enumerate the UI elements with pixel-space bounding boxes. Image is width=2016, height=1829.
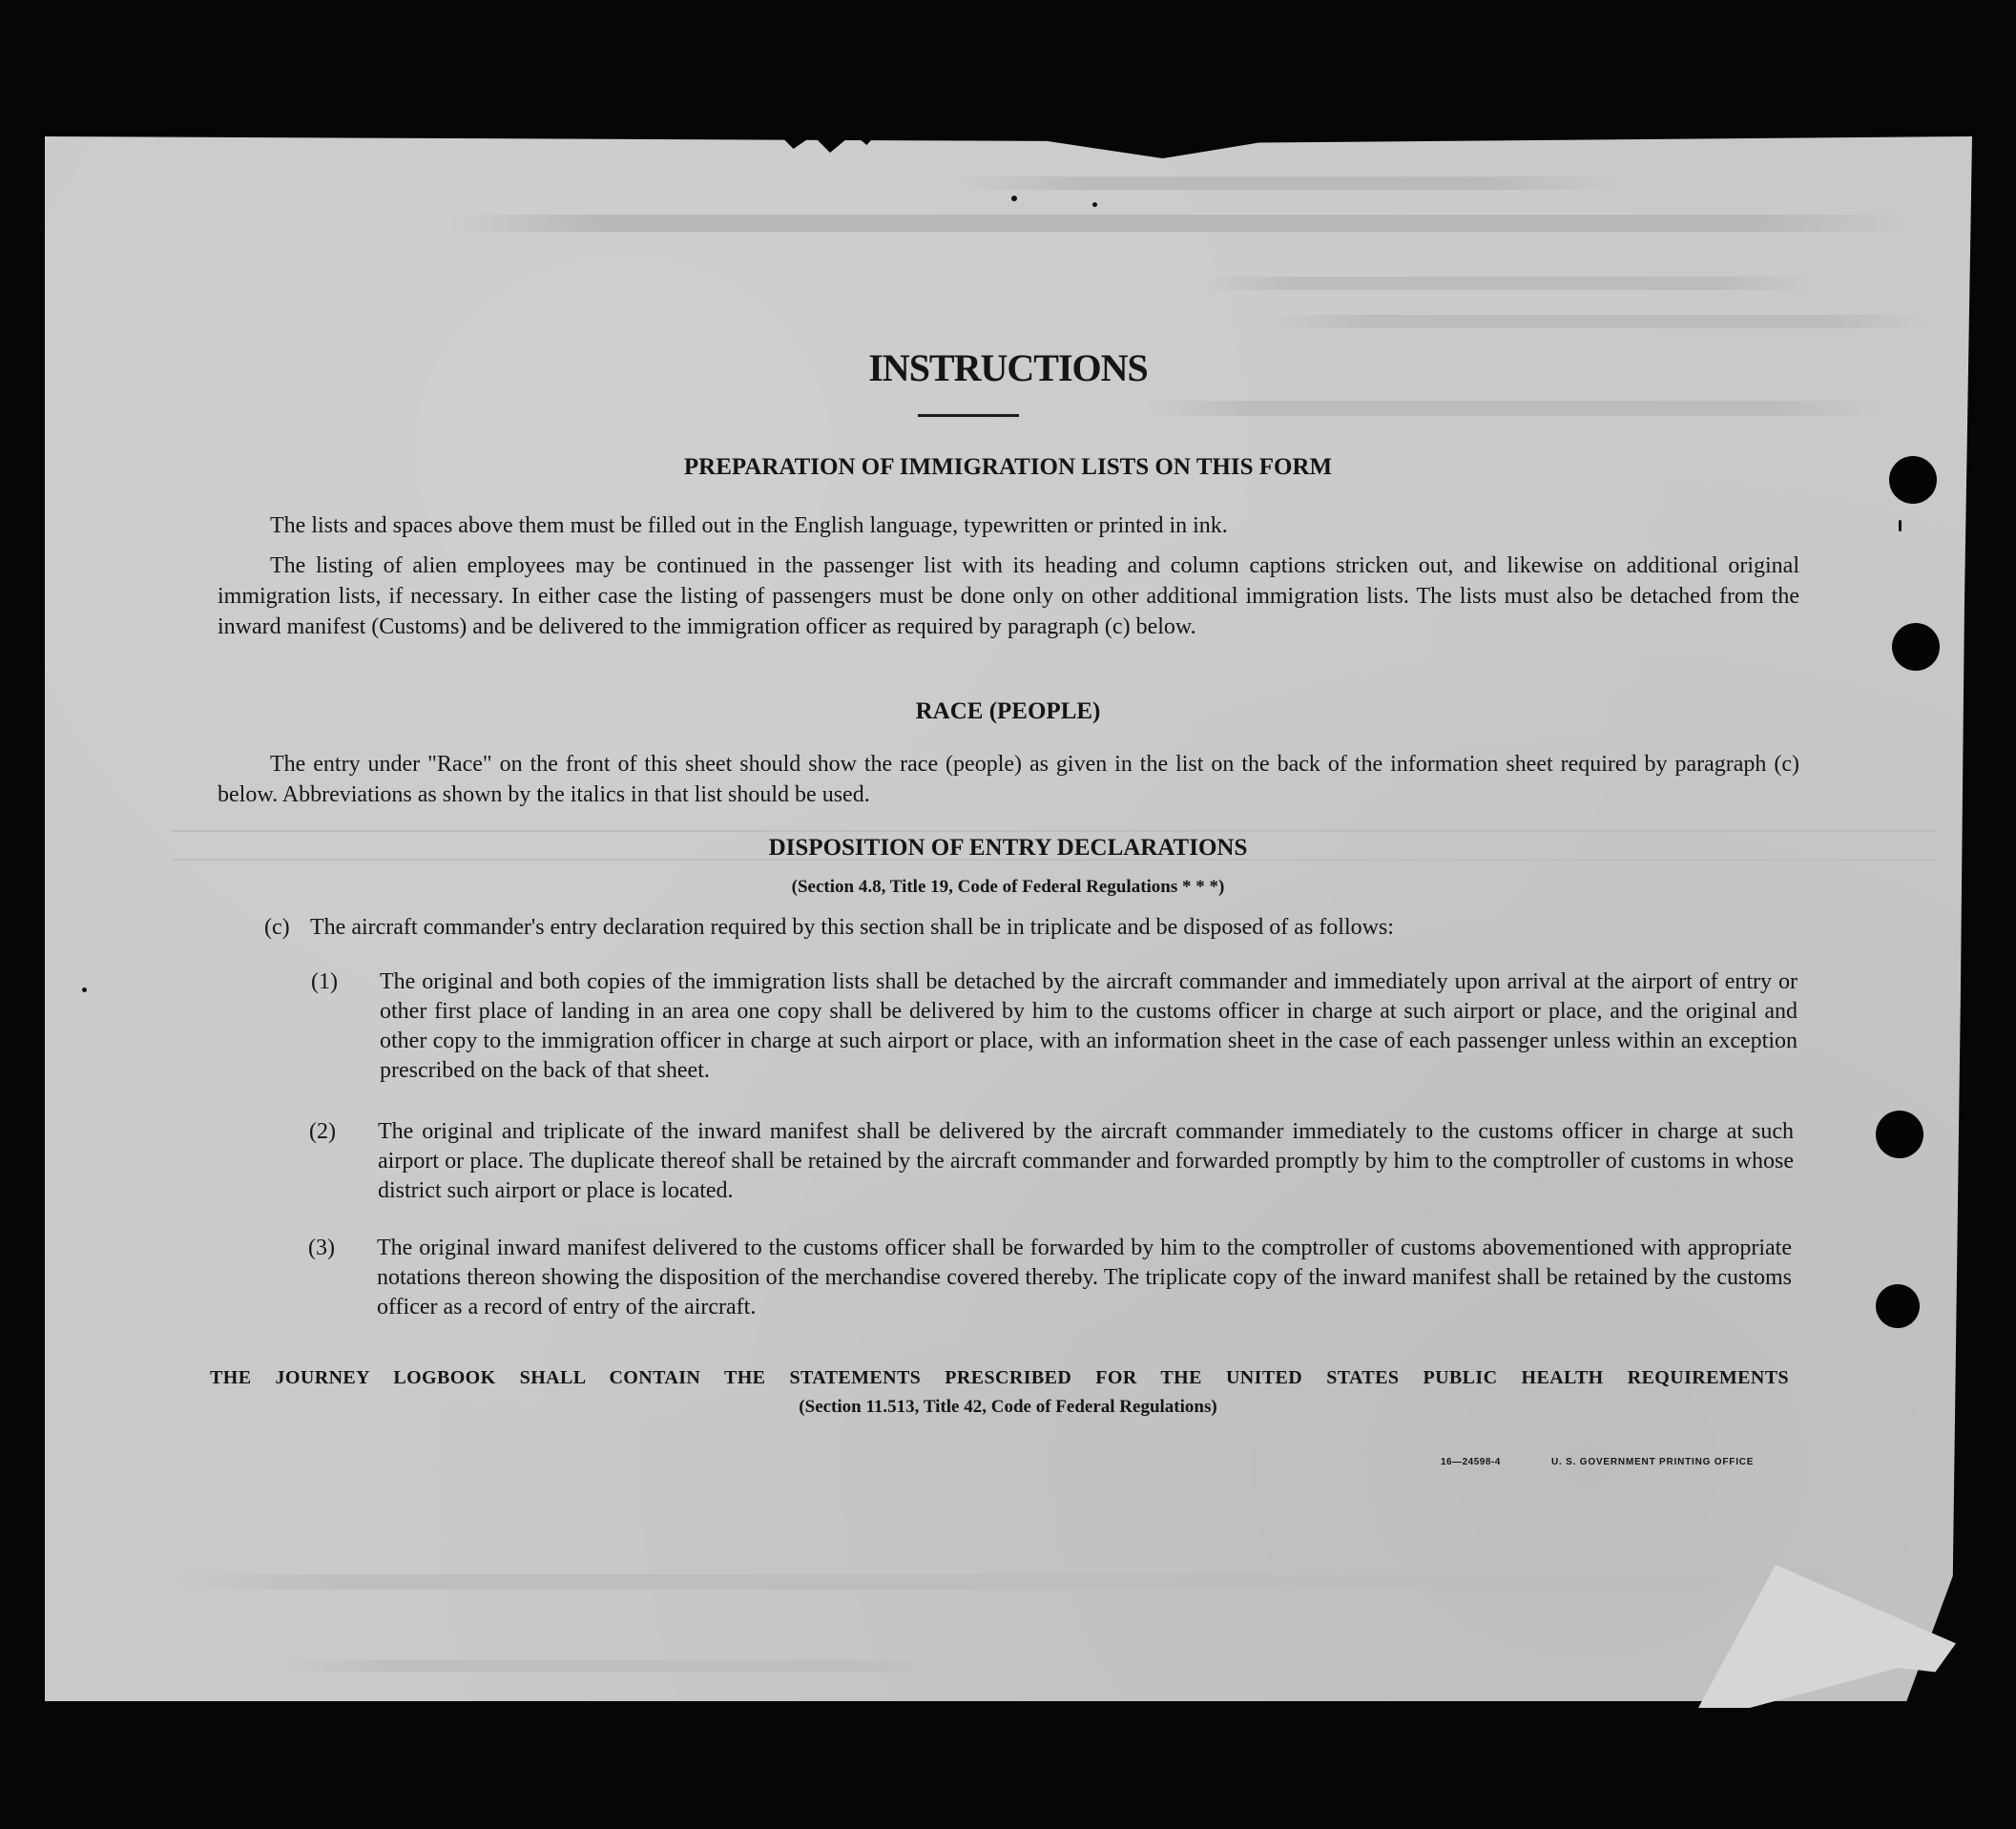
paragraph-alien-employees: The listing of alien employees may be continued in the passenger list with its heading and column captions stricken out, and likewise on additional original immigration lists, if necessary. In either case the listing of passengers must be done only on other additional immigration lists. The lists must also be detached from the inward manifest (Customs) and be delivered to the immigration officer as required by paragraph (c) below. — [218, 553, 1799, 639]
punch-hole — [1889, 456, 1937, 504]
ink-speck — [82, 987, 87, 992]
paragraph-c-label: (c) — [264, 915, 290, 940]
punch-hole — [1876, 1111, 1923, 1158]
paragraph-c-intro — [264, 913, 1798, 943]
list-item-text: The original and both copies of the immigration lists shall be detached by the aircraft commander and immediately upon arrival at the airport of entry or other first place of landing in an area one copy shall be delivered by him to the customs officer in charge at such airport or place, and the original and other copy to the immigration officer in charge at such airport or place, with an information sheet in the case of each passenger unless within an exception prescribed on the back of that sheet. — [380, 969, 1798, 1083]
list-item-text: The original inward manifest delivered to the customs officer shall be forwarded by him to the comptroller of customs abovementioned with appropriate notations thereon showing the disposition of the merchandise covered thereby. The triplicate copy of the inward manifest shall be retained by the customs officer as a record of entry of the aircraft. — [377, 1236, 1792, 1320]
printing-office-imprint: U. S. GOVERNMENT PRINTING OFFICE — [1551, 1457, 1755, 1467]
list-item — [308, 1234, 1792, 1322]
paragraph-english-language: The lists and spaces above them must be filled out in the English language, typewritten or printed in ink. — [270, 513, 1228, 538]
punch-hole — [1892, 623, 1940, 671]
list-item-text: The original and triplicate of the inward manifest shall be delivered by the aircraft commander immediately to the customs officer in charge at such airport or place. The duplicate thereof shall be retained by the aircraft commander and forwarded promptly by him to the comptroller of customs in whose district such airport or place is located. — [378, 1119, 1794, 1203]
list-item-number: (3) — [308, 1236, 335, 1260]
paragraph-race-entry: The entry under "Race" on the front of this sheet should show the race (people) as given in the list on the back of the information sheet required by paragraph (c) below. Abbreviations as shown by the italics in that list should be used. — [218, 752, 1799, 807]
list-item-number: (2) — [309, 1119, 336, 1144]
page-title: INSTRUCTIONS — [868, 346, 1148, 389]
list-item — [311, 967, 1798, 1086]
ink-speck — [1899, 520, 1902, 531]
list-item-number: (1) — [311, 969, 338, 994]
section-heading-race: RACE (PEOPLE) — [915, 698, 1101, 724]
footer-citation: (Section 11.513, Title 42, Code of Federal Regulations) — [799, 1397, 1217, 1417]
section-citation: (Section 4.8, Title 19, Code of Federal Regulations * * *) — [791, 877, 1225, 897]
ink-speck — [1011, 196, 1017, 201]
paragraph-c-text: The aircraft commander's entry declaration required by this section shall be in triplicate and be disposed of as follows: — [310, 915, 1394, 940]
form-print-code: 16—24598-4 — [1441, 1457, 1501, 1467]
list-item — [309, 1117, 1794, 1206]
section-heading-preparation: PREPARATION OF IMMIGRATION LISTS ON THIS FORM — [683, 454, 1333, 480]
section-heading-disposition: DISPOSITION OF ENTRY DECLARATIONS — [768, 835, 1248, 861]
ink-speck — [1092, 202, 1097, 207]
title-underline — [918, 414, 1019, 417]
punch-hole — [1876, 1284, 1920, 1328]
footer-statement: THE JOURNEY LOGBOOK SHALL CONTAIN THE STATEMENTS PRESCRIBED FOR THE UNITED STATES PUBLIC HEALTH REQUIREMENTS — [210, 1367, 1789, 1388]
